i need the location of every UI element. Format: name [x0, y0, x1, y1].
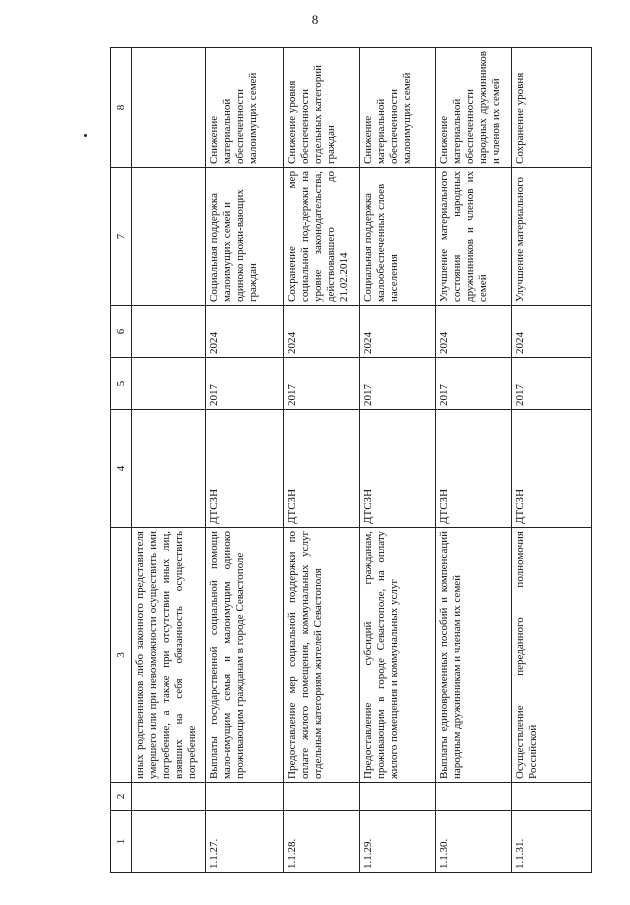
consequence-cell: Сохранение уровня — [512, 48, 592, 168]
measure-name-cell: Выплаты государственной социальной помощи мало-имущим семья и малоимущим одиноко проживающим гражданам в городе Севастополе — [206, 528, 284, 783]
header-cell-4: 4 — [111, 410, 132, 528]
expected-result-cell: Улучшение материального состояния народных дружинников и членов их семей — [436, 168, 512, 306]
start-year-cell: 2017 — [436, 358, 512, 410]
executor-cell: ДТСЗН — [512, 410, 592, 528]
header-cell-6: 6 — [111, 306, 132, 358]
measure-name-cell: Предоставление мер социальной поддержки по оплате жилого помещения, коммунальных услуг отдельным категориям жителей Севастополя — [284, 528, 360, 783]
table-row — [436, 48, 512, 873]
expected-result-cell — [132, 168, 206, 306]
col2-cell — [132, 783, 206, 811]
consequence-cell — [132, 48, 206, 168]
header-cell-8: 8 — [111, 48, 132, 168]
measure-name-cell: иных родственников либо законного представителя умершего или при невозможности осуществить ими погребение, а также при отсутствии иных лиц, взявших на себя обязанность осуществить погребение — [132, 528, 206, 783]
start-year-cell: 2017 — [512, 358, 592, 410]
end-year-cell: 2024 — [360, 306, 436, 358]
measure-name-cell: Осуществление переданного полномочия Российской — [512, 528, 592, 783]
program-measures-table — [110, 47, 592, 873]
executor-cell: ДТСЗН — [206, 410, 284, 528]
row-number-cell — [132, 811, 206, 873]
page-number: 8 — [311, 12, 319, 27]
col2-cell — [436, 783, 512, 811]
executor-cell — [132, 410, 206, 528]
stray-dot — [84, 134, 87, 137]
end-year-cell: 2024 — [206, 306, 284, 358]
row-number-cell: 1.1.27. — [206, 811, 284, 873]
row-number-cell: 1.1.28. — [284, 811, 360, 873]
row-number-cell: 1.1.29. — [360, 811, 436, 873]
consequence-cell: Снижение материальной обеспеченности малоимущих семей — [206, 48, 284, 168]
executor-cell: ДТСЗН — [284, 410, 360, 528]
measure-name-cell: Выплаты единовременных пособий и компенсаций народным дружинникам и членам их семей — [436, 528, 512, 783]
end-year-cell — [132, 306, 206, 358]
measure-name-cell: Предоставление субсидий гражданам, проживающим в городе Севастополе, на оплату жилого помещения и коммунальных услуг — [360, 528, 436, 783]
table-header-row — [111, 48, 132, 873]
expected-result-cell: Социальная поддержка малообеспеченных слоев населения — [360, 168, 436, 306]
header-cell-5: 5 — [111, 358, 132, 410]
executor-cell: ДТСЗН — [436, 410, 512, 528]
col2-cell — [206, 783, 284, 811]
end-year-cell: 2024 — [436, 306, 512, 358]
row-number-cell: 1.1.31. — [512, 811, 592, 873]
table-rotation-wrapper — [110, 48, 585, 873]
row-number-cell: 1.1.30. — [436, 811, 512, 873]
header-cell-2: 2 — [111, 783, 132, 811]
end-year-cell: 2024 — [284, 306, 360, 358]
rotated-table-frame — [110, 48, 585, 873]
start-year-cell — [132, 358, 206, 410]
col2-cell — [512, 783, 592, 811]
table-row — [284, 48, 360, 873]
expected-result-cell: Улучшение материального — [512, 168, 592, 306]
header-cell-3: 3 — [111, 528, 132, 783]
col2-cell — [360, 783, 436, 811]
col2-cell — [284, 783, 360, 811]
end-year-cell: 2024 — [512, 306, 592, 358]
consequence-cell: Снижение материальной обеспеченности народных дружинников и членов их семей — [436, 48, 512, 168]
start-year-cell: 2017 — [284, 358, 360, 410]
table-row — [360, 48, 436, 873]
expected-result-cell: Сохранение мер социальной под-держки на уровне законодательства, действовавшего до 21.02.2014 — [284, 168, 360, 306]
table-row — [512, 48, 592, 873]
table-row — [206, 48, 284, 873]
expected-result-cell: Социальная поддержка малоимущих семей и одиноко прожи-вающих граждан — [206, 168, 284, 306]
start-year-cell: 2017 — [360, 358, 436, 410]
consequence-cell: Снижение материальной обеспеченности малоимущих семей — [360, 48, 436, 168]
start-year-cell: 2017 — [206, 358, 284, 410]
header-cell-7: 7 — [111, 168, 132, 306]
table-row — [132, 48, 206, 873]
executor-cell: ДТСЗН — [360, 410, 436, 528]
consequence-cell: Снижение уровня обеспеченности отдельных категорий граждан — [284, 48, 360, 168]
header-cell-1: 1 — [111, 811, 132, 873]
